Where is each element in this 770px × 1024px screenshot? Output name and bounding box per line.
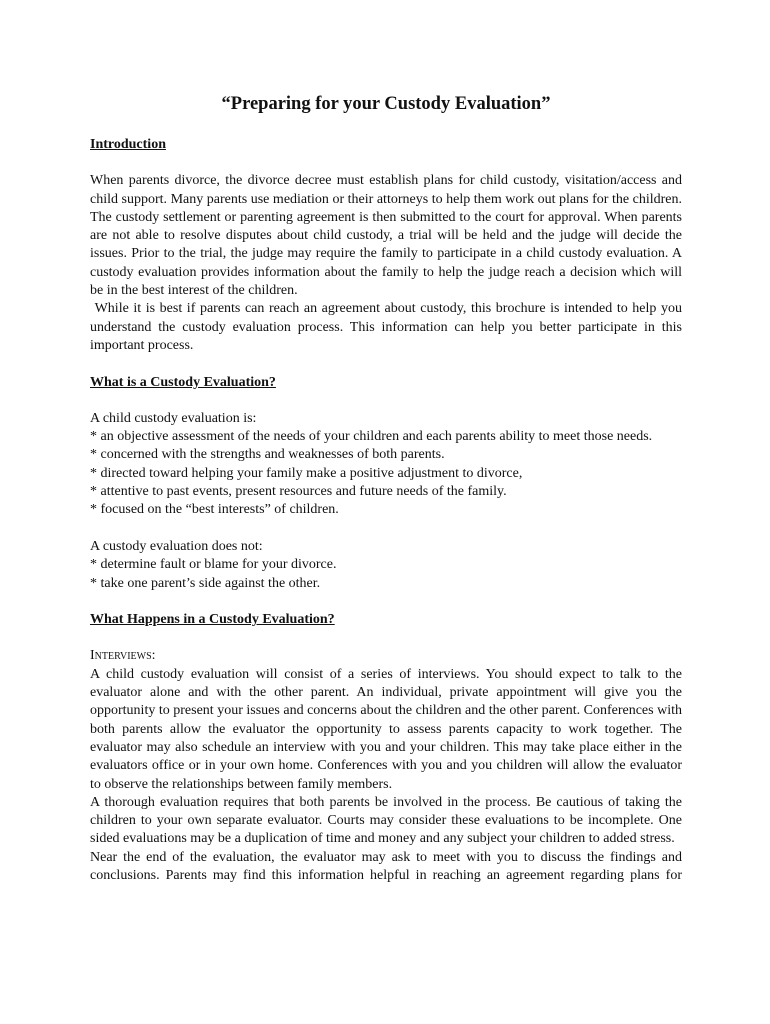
list-item: * attentive to past events, present resources and future needs of the family. <box>90 484 507 500</box>
section-heading-what-is: What is a Custody Evaluation? <box>90 374 276 390</box>
introduction-paragraph-1: When parents divorce, the divorce decree must establish plans for child custody, visitation/access and child support. Many parents use mediation or their attorneys to help them work out plans for the children. The custody settlement or parenting agreement is then submitted to the court for approval. When parents are not able to resolve disputes about child custody, a trial will be held and the judge will decide the issues. Prior to the trial, the judge may require the family to participate in a child custody evaluation. A custody evaluation provides information about the family to help the judge reach a decision which will be in the best interest of the children. <box>90 173 682 299</box>
list-item: * concerned with the strengths and weaknesses of both parents. <box>90 447 445 463</box>
document-page <box>90 92 686 885</box>
subheading-interviews: Interviews: <box>90 648 156 664</box>
list-item: * directed toward helping your family make a positive adjustment to divorce, <box>90 465 523 481</box>
interviews-paragraph-2: A thorough evaluation requires that both parents be involved in the process. Be cautious of taking the children to your own separate evaluator. Courts may consider these evaluations to be incomplete. One sided evaluations may be a duplication of time and money and any subject your children to added stress. <box>90 794 682 847</box>
evaluation-not-list <box>90 538 682 593</box>
list-item: * determine fault or blame for your divorce. <box>90 557 337 573</box>
list-item: * focused on the “best interests” of children. <box>90 502 339 518</box>
evaluation-is-list <box>90 410 682 520</box>
section-heading-what-happens: What Happens in a Custody Evaluation? <box>90 612 335 628</box>
section-heading-introduction: Introduction <box>90 137 166 152</box>
introduction-paragraph-2: While it is best if parents can reach an agreement about custody, this brochure is intended to help you understand the custody evaluation process. This information can help you better participate in this important process. <box>90 301 686 353</box>
interviews-paragraph-3: Near the end of the evaluation, the evaluator may ask to meet with you to discuss the findings and conclusions. Parents may find this information helpful in reaching an agreement regarding plans for <box>90 849 682 883</box>
document-title: “Preparing for your Custody Evaluation” <box>221 94 551 114</box>
list-item: * take one parent’s side against the other. <box>90 575 321 591</box>
list-item: * an objective assessment of the needs of your children and each parents ability to meet those needs. <box>90 429 653 445</box>
interviews-paragraph-1: A child custody evaluation will consist of a series of interviews. You should expect to talk to the evaluator alone and with the other parent. An individual, private appointment will give you the opportunity to present your issues and concerns about the children and the other parent. Conferences with both parents allow the evaluator the opportunity to assess parents capacity to work together. The evaluator may also schedule an interview with you and your children. This may take place either in the evaluators office or in your own home. Conferences with you and you children will allow the evaluator to observe the relationships between family members. <box>90 666 682 792</box>
evaluation-not-intro: A custody evaluation does not: <box>90 538 263 554</box>
evaluation-is-intro: A child custody evaluation is: <box>90 410 257 426</box>
